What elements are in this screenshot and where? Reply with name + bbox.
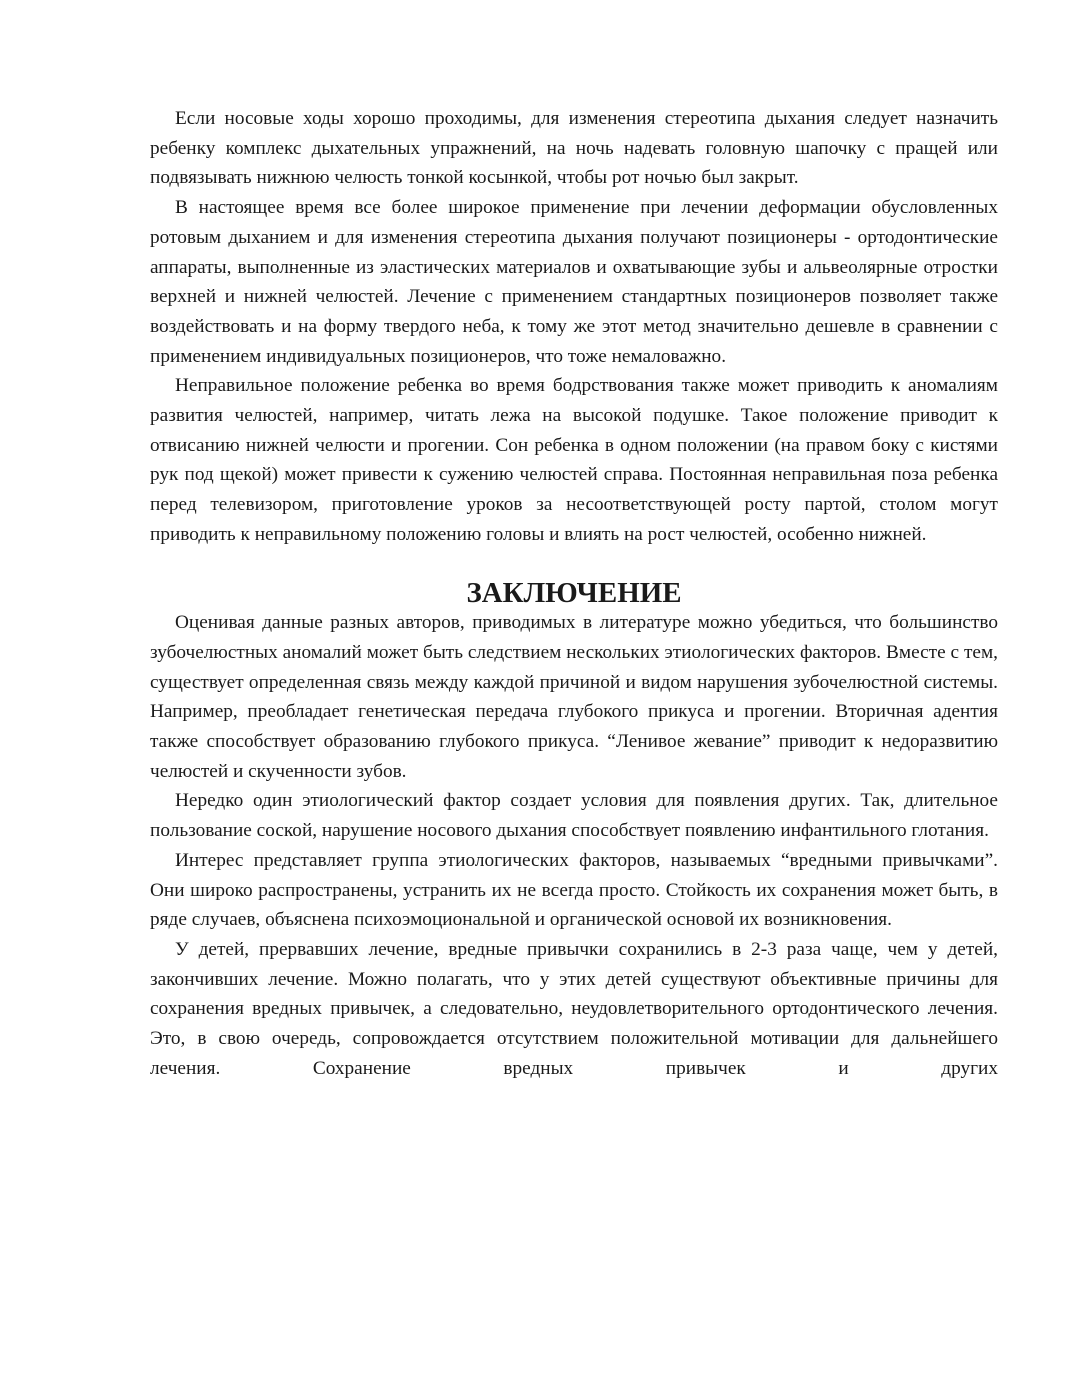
section-heading-conclusion: ЗАКЛЮЧЕНИЕ	[466, 576, 682, 609]
paragraph-nasal-breathing: Если носовые ходы хорошо проходимы, для изменения стереотипа дыхания следует назначить ребенку комплекс дыхательных упражнений, на ночь надевать головную шапочку с пращей или подвязывать нижнюю челюсть тонкой косынкой, чтобы рот ночью был закрыт.	[150, 108, 998, 189]
paragraph-conclusion-habits: Интерес представляет группа этиологических факторов, называемых “вредными привычками”. Они широко распространены, устранить их не всегда просто. Стойкость их сохранения может быть, в ряде случаев, объяснена психоэмоциональной и органической основой их возникновения.	[150, 849, 998, 931]
paragraph-conclusion-authors: Оценивая данные разных авторов, приводимых в литературе можно убедиться, что большинство зубочелюстных аномалий может быть следствием нескольких этиологических факторов. Вместе с тем, существует определенная связь между каждой причиной и видом нарушения зубочелюстной системы. Например, преобладает генетическая передача глубокого прикуса и прогении. Вторичная адентия также способствует образованию глубокого прикуса. “Ленивое жевание” приводит к недоразвитию челюстей и скученности зубов.	[150, 612, 998, 782]
paragraph-positioners: В настоящее время все более широкое применение при лечении деформации обусловленных ротовым дыханием и для изменения стереотипа дыхания получают позиционеры - ортодонтические аппараты, выполненные из эластических материалов и охватывающие зубы и альвеолярные отростки верхней и нижней челюстей. Лечение с применением стандартных позиционеров позволяет также воздействовать и на форму твердого неба, к тому же этот метод значительно дешевле в сравнении с применением индивидуальных позиционеров, что тоже немаловажно.	[150, 197, 998, 367]
document-page	[150, 104, 998, 1084]
paragraph-conclusion-treatment: У детей, прервавших лечение, вредные привычки сохранились в 2-3 раза чаще, чем у детей, закончивших лечение. Можно полагать, что у этих детей существуют объективные причины для сохранения вредных привычек, а следовательно, неудовлетворительного ортодонтического лечения. Это, в свою очередь, сопровождается отсутствием положительной мотивации для дальнейшего лечения. Сохранение вредных привычек и других	[150, 938, 998, 1079]
paragraph-conclusion-factors: Нередко один этиологический фактор создает условия для появления других. Так, длительное пользование соской, нарушение носового дыхания способствует появлению инфантильного глотания.	[150, 790, 998, 842]
paragraph-child-posture: Неправильное положение ребенка во время бодрствования также может приводить к аномалиям развития челюстей, например, читать лежа на высокой подушке. Такое положение приводит к отвисанию нижней челюсти и прогении. Сон ребенка в одном положении (на правом боку с кистями рук под щекой) может привести к сужению челюстей справа. Постоянная неправильная поза ребенка перед телевизором, приготовление уроков за несоответствующей росту партой, столом могут приводить к неправильному положению головы и влиять на рост челюстей, особенно нижней.	[150, 375, 998, 545]
